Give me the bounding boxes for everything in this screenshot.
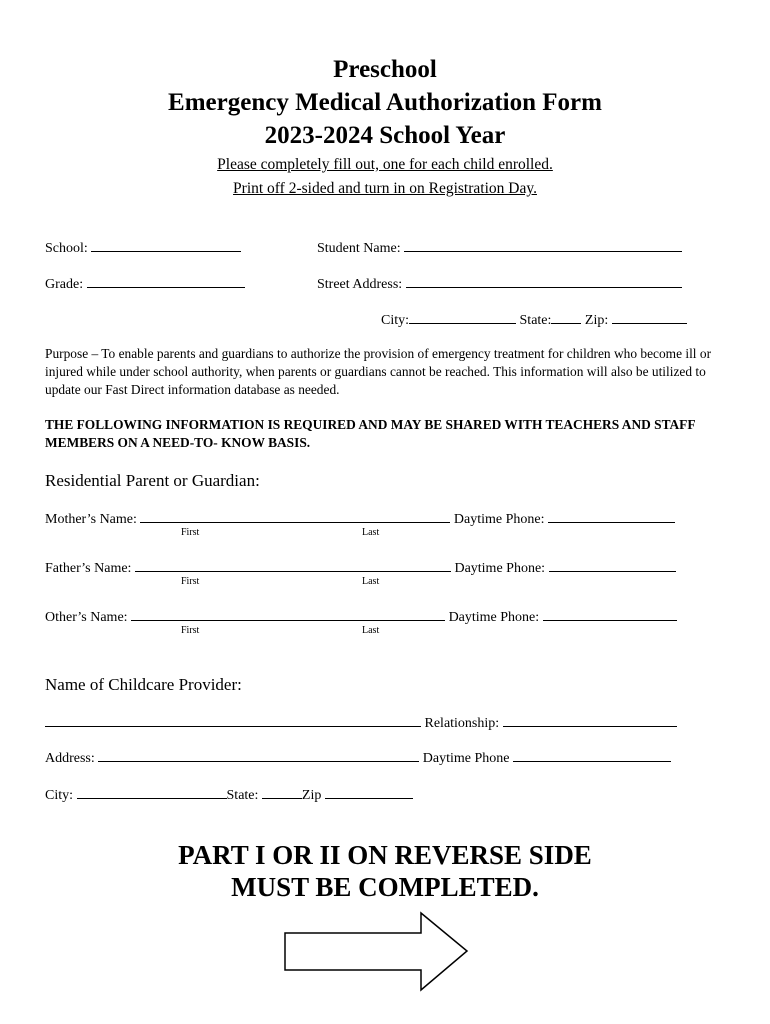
school-year: 2023-2024 School Year xyxy=(264,122,506,149)
mother-name-field[interactable] xyxy=(45,509,675,528)
father-phone-label: Daytime Phone: xyxy=(454,561,546,576)
mother-phone-line[interactable] xyxy=(548,509,675,523)
other-name-field[interactable] xyxy=(45,607,677,626)
father-name-line[interactable] xyxy=(135,558,451,572)
relationship-label: Relationship: xyxy=(424,716,500,731)
instruction-line-2: Print off 2-sided and turn in on Registration Day. xyxy=(233,180,537,197)
last-caption: Last xyxy=(362,576,380,587)
mother-phone-label: Daytime Phone: xyxy=(453,512,545,527)
childcare-phone-label: Daytime Phone xyxy=(422,751,510,766)
other-phone-line[interactable] xyxy=(543,607,677,621)
grade-field[interactable] xyxy=(45,274,245,293)
last-caption: Last xyxy=(362,527,380,538)
childcare-address-field[interactable] xyxy=(45,748,671,767)
childcare-address-label: Address: xyxy=(45,751,95,766)
childcare-name-field[interactable] xyxy=(45,713,677,732)
right-arrow-icon xyxy=(280,908,475,998)
childcare-state-line[interactable] xyxy=(262,785,302,799)
father-name-label: Father’s Name: xyxy=(45,561,132,576)
childcare-name-line[interactable] xyxy=(45,713,421,727)
childcare-state-label: State: xyxy=(226,788,259,803)
childcare-heading: Name of Childcare Provider: xyxy=(45,675,242,694)
school-label: School: xyxy=(45,241,88,256)
childcare-city-field[interactable] xyxy=(45,785,413,804)
state-line[interactable] xyxy=(551,310,581,324)
school-line[interactable] xyxy=(91,238,241,252)
school-field[interactable] xyxy=(45,238,241,257)
grade-line[interactable] xyxy=(87,274,245,288)
last-caption: Last xyxy=(362,625,380,636)
other-name-line[interactable] xyxy=(131,607,445,621)
childcare-city-line[interactable] xyxy=(77,785,227,799)
father-phone-line[interactable] xyxy=(549,558,676,572)
childcare-zip-line[interactable] xyxy=(325,785,413,799)
student-name-label: Student Name: xyxy=(317,241,401,256)
form-subtitle: Emergency Medical Authorization Form xyxy=(168,89,602,116)
street-address-label: Street Address: xyxy=(317,277,403,292)
student-name-line[interactable] xyxy=(404,238,682,252)
street-address-line[interactable] xyxy=(406,274,682,288)
zip-line[interactable] xyxy=(612,310,687,324)
first-caption: First xyxy=(181,625,200,636)
guardian-heading: Residential Parent or Guardian: xyxy=(45,471,260,490)
mother-name-label: Mother’s Name: xyxy=(45,512,137,527)
required-notice: THE FOLLOWING INFORMATION IS REQUIRED AND MAY BE SHARED WITH TEACHERS AND STAFF MEMBERS ON A NEED-TO- KNOW BASIS. xyxy=(45,417,696,450)
reverse-side-notice-1: PART I OR II ON REVERSE SIDE xyxy=(178,840,592,870)
father-name-field[interactable] xyxy=(45,558,676,577)
state-label: State: xyxy=(519,313,552,328)
form-title: Preschool xyxy=(333,56,437,83)
childcare-city-label: City: xyxy=(45,788,74,803)
purpose-paragraph: Purpose – To enable parents and guardians to authorize the provision of emergency treatment for children who become ill or injured while under school authority, when parents or guardians cannot be reached. This information will also be utilized to update our Fast Direct information database as needed. xyxy=(45,346,712,397)
first-caption: First xyxy=(181,576,200,587)
mother-name-line[interactable] xyxy=(140,509,450,523)
childcare-zip-label: Zip xyxy=(301,788,322,803)
other-name-label: Other’s Name: xyxy=(45,610,128,625)
reverse-side-notice-2: MUST BE COMPLETED. xyxy=(231,872,539,902)
street-address-field[interactable] xyxy=(317,274,682,293)
grade-label: Grade: xyxy=(45,277,84,292)
relationship-line[interactable] xyxy=(503,713,677,727)
childcare-address-line[interactable] xyxy=(98,748,419,762)
other-phone-label: Daytime Phone: xyxy=(448,610,540,625)
first-caption: First xyxy=(181,527,200,538)
student-name-field[interactable] xyxy=(317,238,682,257)
city-state-zip-field[interactable] xyxy=(381,310,687,329)
childcare-phone-line[interactable] xyxy=(513,748,671,762)
city-line[interactable] xyxy=(409,310,516,324)
zip-label: Zip: xyxy=(584,313,609,328)
city-label: City: xyxy=(381,313,410,328)
instruction-line-1: Please completely fill out, one for each child enrolled. xyxy=(217,156,553,173)
